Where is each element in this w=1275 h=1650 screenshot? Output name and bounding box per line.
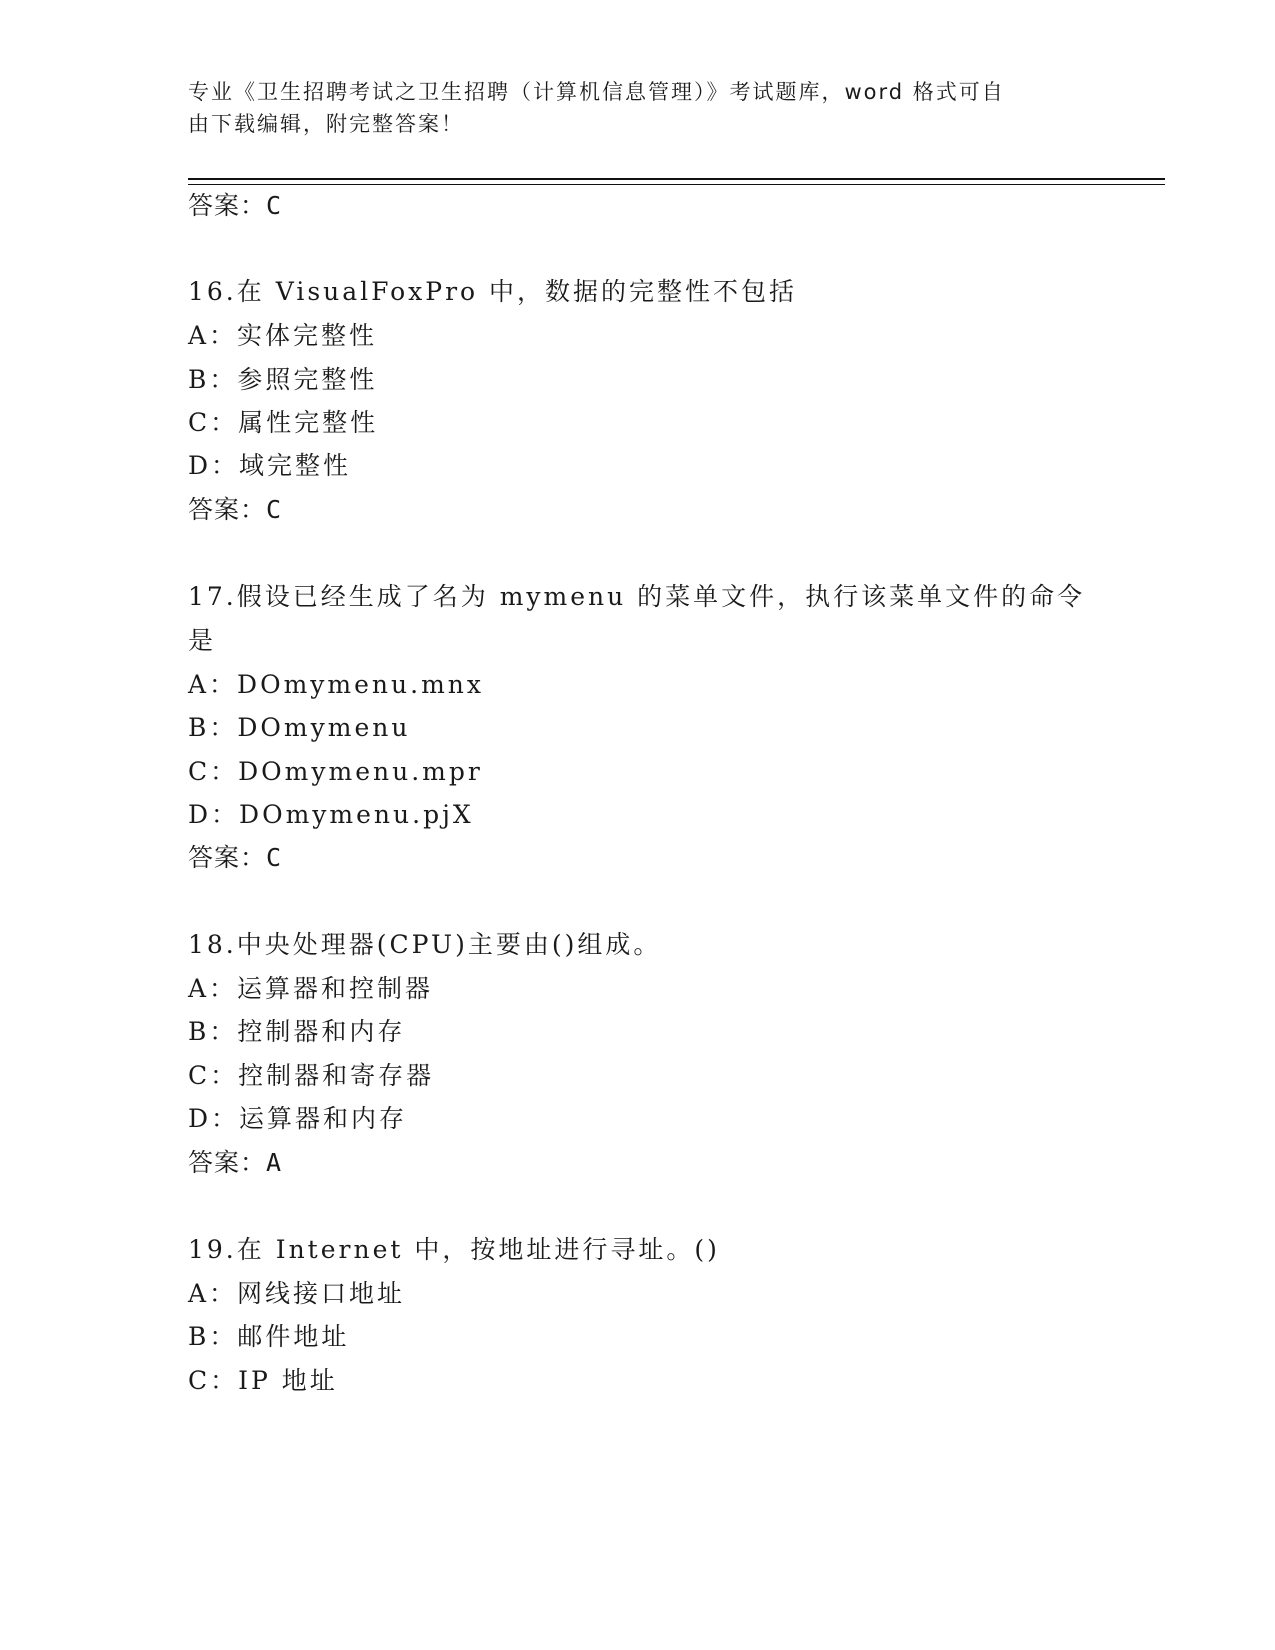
option-c: C：IP 地址: [188, 1366, 338, 1395]
answer-label: 答案：: [188, 495, 267, 524]
answer-line: [188, 190, 282, 222]
option-b: B：参照完整性: [188, 365, 378, 394]
option-b: B：DOmymenu: [188, 713, 411, 742]
question-stem: 16.在 VisualFoxPro 中，数据的完整性不包括: [188, 277, 798, 306]
answer-value: C: [266, 191, 283, 220]
answer-label: 答案：: [188, 843, 267, 872]
answer-line: [188, 1147, 282, 1179]
option-a: A：实体完整性: [188, 321, 378, 350]
option-d: D：运算器和内存: [188, 1104, 408, 1133]
document-header: [188, 76, 1068, 140]
option-a: A：DOmymenu.mnx: [188, 670, 484, 699]
option-a: A：运算器和控制器: [188, 974, 434, 1003]
question-stem: 19.在 Internet 中，按地址进行寻址。(): [188, 1235, 720, 1264]
option-c: C：属性完整性: [188, 408, 379, 437]
answer-value: A: [266, 1148, 283, 1177]
answer-line: [188, 494, 282, 526]
option-d: D：域完整性: [188, 451, 352, 480]
answer-label: 答案：: [188, 1148, 267, 1177]
question-stem-continued: 是: [188, 626, 217, 655]
option-d: D：DOmymenu.pjX: [188, 800, 474, 829]
answer-label: 答案：: [188, 191, 267, 220]
header-divider: [188, 178, 1165, 185]
header-line-2: 由下载编辑，附完整答案！: [188, 112, 464, 136]
answer-line: [188, 842, 282, 874]
answer-value: C: [266, 843, 283, 872]
option-b: B：控制器和内存: [188, 1017, 406, 1046]
option-c: C：控制器和寄存器: [188, 1061, 435, 1090]
question-stem: 17.假设已经生成了名为 mymenu 的菜单文件，执行该菜单文件的命令: [188, 582, 1086, 611]
header-line-1: 专业《卫生招聘考试之卫生招聘（计算机信息管理）》考试题库，word 格式可自: [188, 80, 1005, 104]
answer-value: C: [266, 495, 283, 524]
option-b: B：邮件地址: [188, 1322, 350, 1351]
question-stem: 18.中央处理器(CPU)主要由()组成。: [188, 930, 662, 959]
option-c: C：DOmymenu.mpr: [188, 757, 483, 786]
option-a: A：网线接口地址: [188, 1279, 406, 1308]
